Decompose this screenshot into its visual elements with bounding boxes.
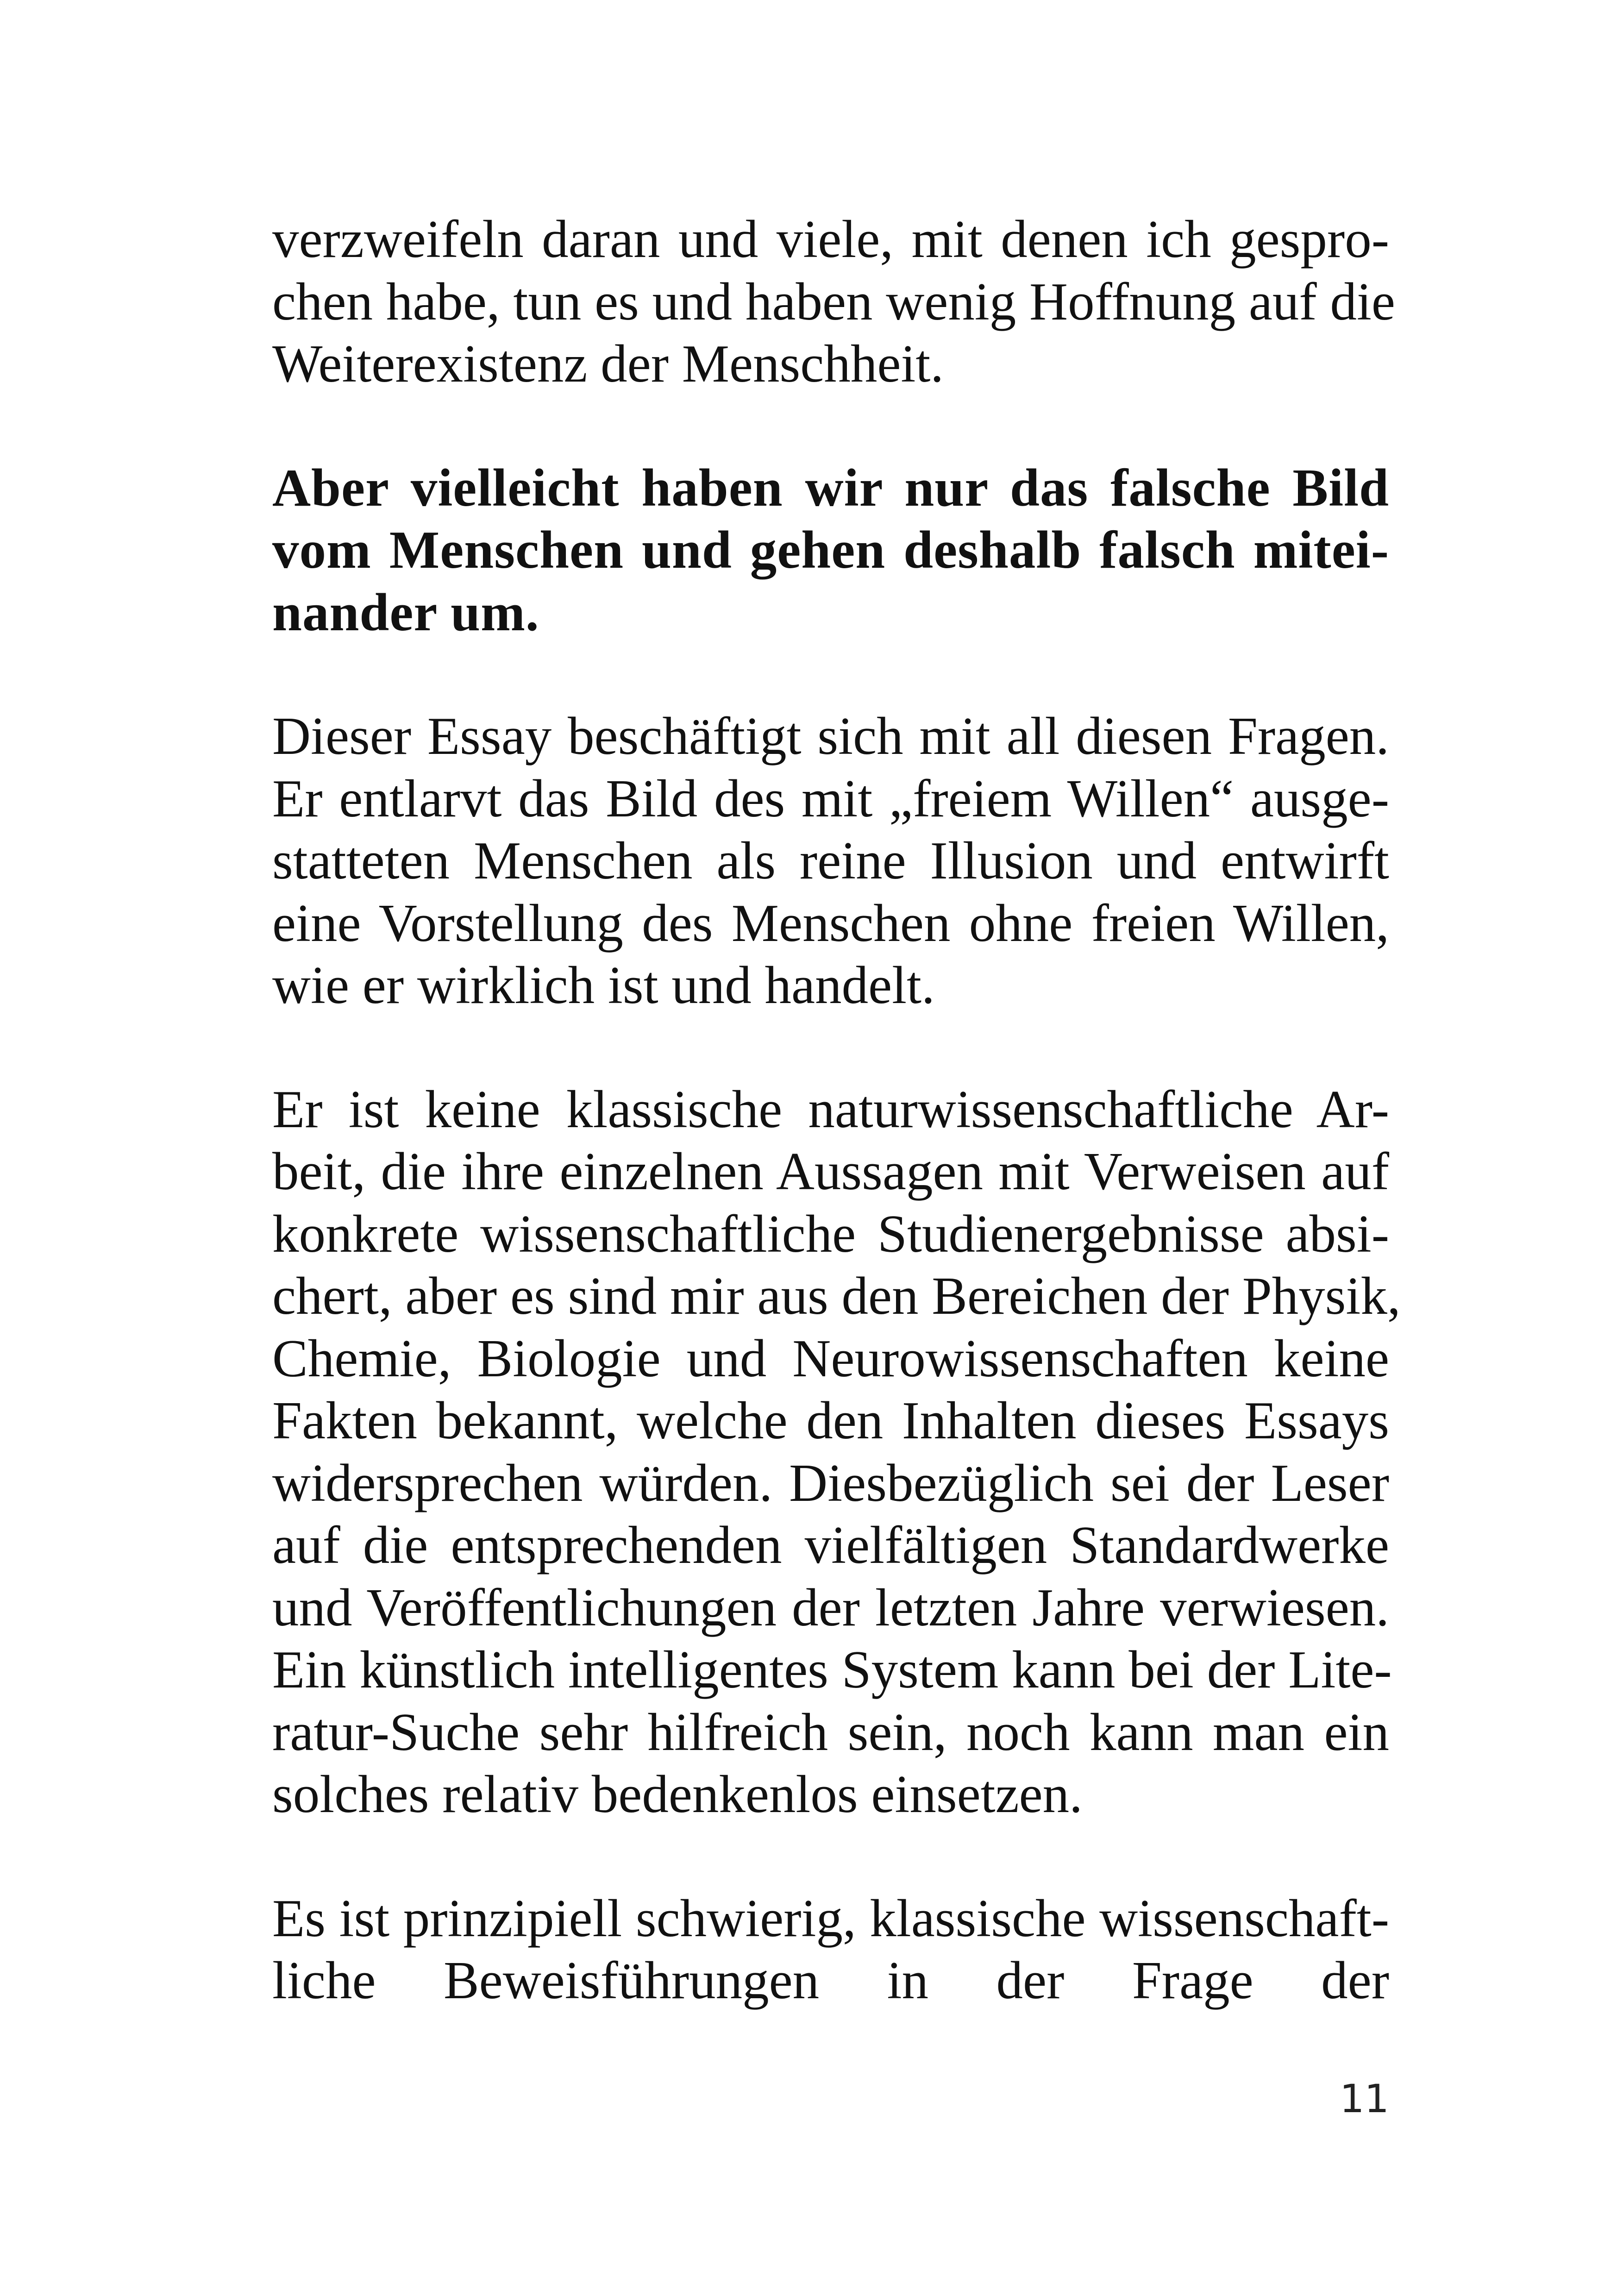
- text-line: Aber vielleicht haben wir nur das falsche Bild: [272, 458, 1389, 517]
- paragraph-essay-purpose: [272, 705, 1389, 1017]
- text-line: wie er wirklich ist und handelt.: [272, 956, 935, 1015]
- text-line: eine Vorstellung des Menschen ohne freien Willen,: [272, 893, 1389, 953]
- text-line: Ein künstlich intelligentes System kann bei der Lite-: [272, 1640, 1392, 1699]
- text-line: konkrete wissenschaftliche Studienergebnisse absi-: [272, 1204, 1389, 1263]
- text-line: Er entlarvt das Bild des mit „freiem Willen“ ausge-: [272, 769, 1389, 828]
- text-line: auf die entsprechenden vielfältigen Standardwerke: [272, 1516, 1389, 1575]
- text-line: ratur-Suche sehr hilfreich sein, noch kann man ein: [272, 1702, 1389, 1762]
- text-line: liche Beweisführungen in der Frage der: [272, 1951, 1389, 2010]
- text-line: chen habe, tun es und haben wenig Hoffnung auf die: [272, 272, 1395, 331]
- text-line: Weiterexistenz der Menschheit.: [272, 334, 944, 393]
- paragraph-thesis: [272, 457, 1389, 644]
- text-line: Er ist keine klassische naturwissenschaftliche Ar-: [272, 1079, 1389, 1139]
- text-line: Chemie, Biologie und Neurowissenschaften keine: [272, 1329, 1389, 1388]
- text-line: Dieser Essay beschäftigt sich mit all diesen Fragen.: [272, 707, 1389, 765]
- text-line: solches relativ bedenkenlos einsetzen.: [272, 1765, 1083, 1824]
- text-line: nander um.: [272, 583, 539, 642]
- text-line: Es ist prinzipiell schwierig, klassische wissenschaft-: [272, 1888, 1389, 1948]
- text-line: verzweifeln daran und viele, mit denen ich gespro-: [272, 210, 1389, 269]
- text-column: [272, 208, 1401, 2012]
- paragraph-difficulty: [272, 1888, 1389, 2012]
- paragraph-intro-continuation: [272, 208, 1395, 395]
- paragraph-scientific-basis: [272, 1079, 1401, 1826]
- page-number: 11: [1340, 2076, 1389, 2121]
- text-line: chert, aber es sind mir aus den Bereichen der Physik,: [272, 1267, 1401, 1325]
- text-line: widersprechen würden. Diesbezüglich sei der Leser: [272, 1453, 1389, 1512]
- text-line: Fakten bekannt, welche den Inhalten dieses Essays: [272, 1391, 1389, 1450]
- text-line: beit, die ihre einzelnen Aussagen mit Verweisen auf: [272, 1142, 1389, 1201]
- text-line: und Veröffentlichungen der letzten Jahre verwiesen.: [272, 1578, 1389, 1637]
- text-line: vom Menschen und gehen deshalb falsch mitei-: [272, 521, 1389, 579]
- text-line: statteten Menschen als reine Illusion und entwirft: [272, 831, 1389, 890]
